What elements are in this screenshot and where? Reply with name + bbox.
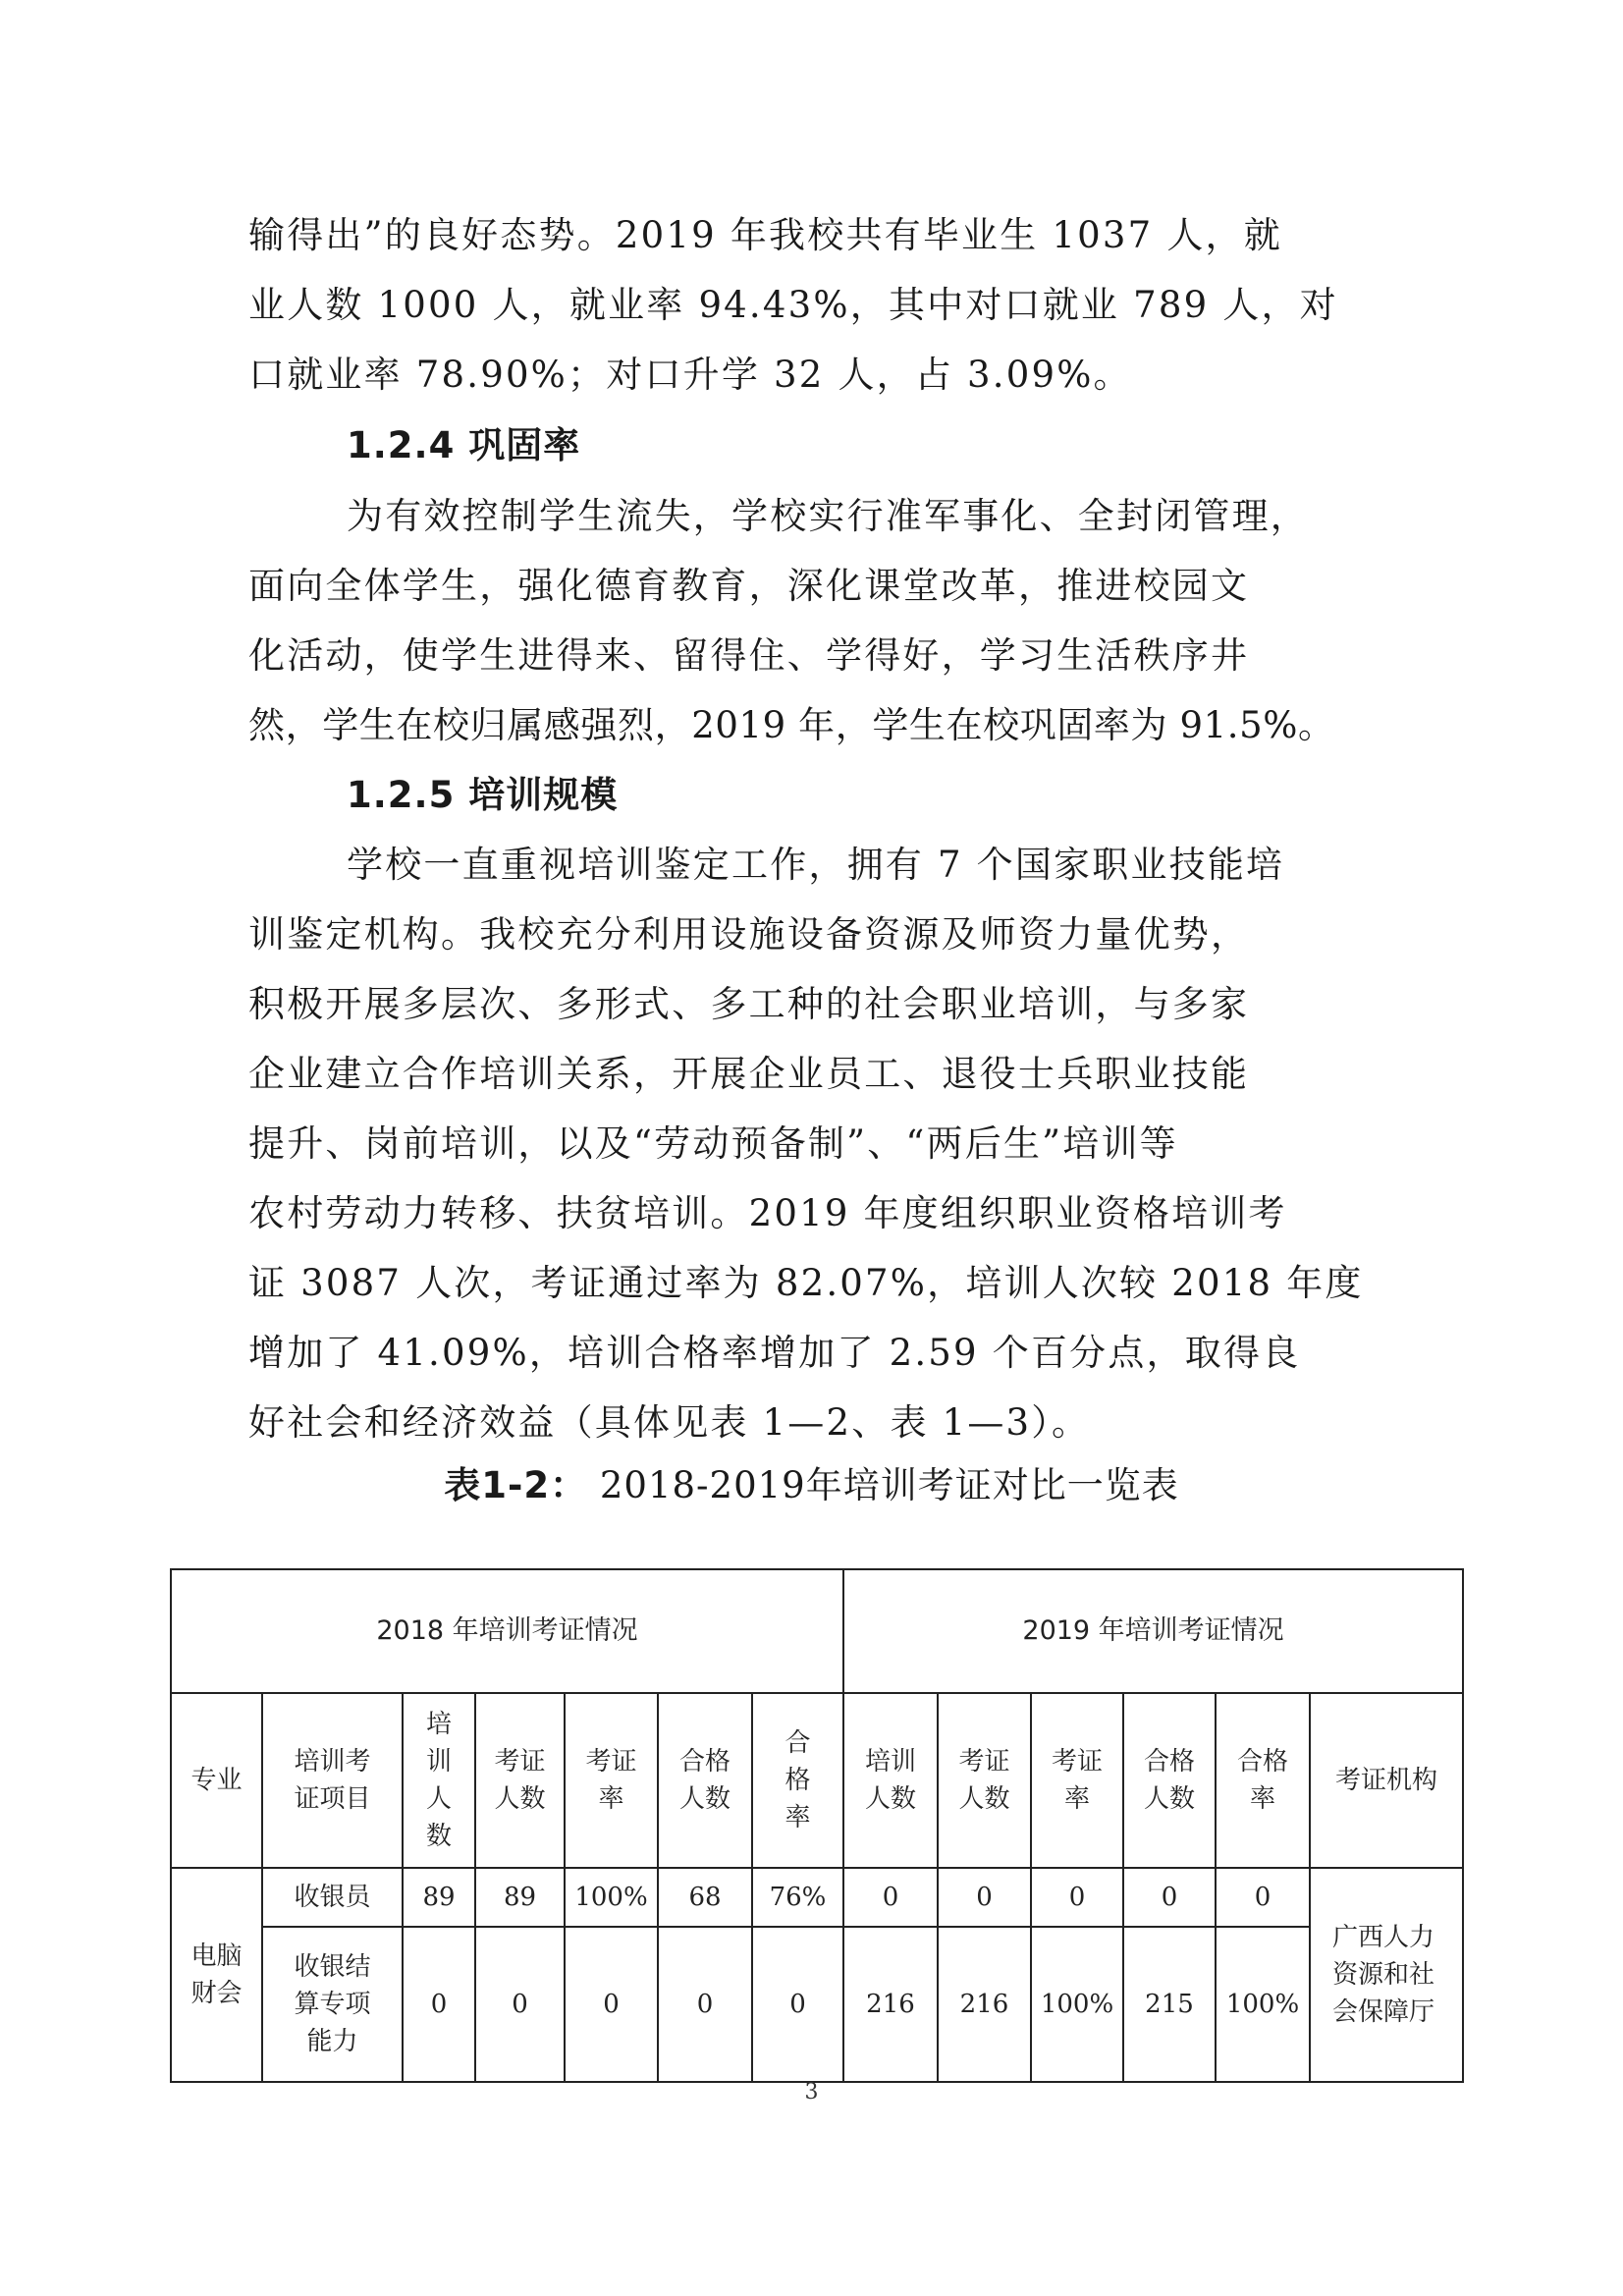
text-line: 训鉴定机构。我校充分利用设施设备资源及师资力量优势， (248, 913, 1250, 956)
text-line: 农村劳动力转移、扶贫培训。2019 年度组织职业资格培训考 (248, 1192, 1287, 1234)
cell-value: 0 (938, 1868, 1031, 1927)
header-major: 专业 (171, 1693, 262, 1868)
cell-value: 0 (1216, 1868, 1310, 1927)
text-line: 为有效控制学生流失，学校实行准军事化、全封闭管理， (347, 495, 1309, 537)
header-trained-2019: 培训人数 (843, 1693, 938, 1868)
cell-value: 0 (752, 1927, 843, 2082)
text-line: 增加了 41.09%，培训合格率增加了 2.59 个百分点，取得良 (248, 1332, 1301, 1374)
header-trained-2018: 培训人数 (403, 1693, 475, 1868)
text-line: 口就业率 78.90%；对口升学 32 人，占 3.09%。 (248, 354, 1132, 396)
cell-major: 电脑财会 (171, 1868, 262, 2082)
cell-value: 68 (658, 1868, 752, 1927)
cell-value: 216 (938, 1927, 1031, 2082)
cell-item: 收银结算专项能力 (262, 1927, 403, 2082)
text-line: 然，学生在校归属感强烈，2019 年，学生在校巩固率为 91.5%。 (248, 704, 1335, 746)
table-group-header-row (171, 1569, 1463, 1693)
page-number: 3 (804, 2080, 819, 2105)
header-exam-count-2019: 考证人数 (938, 1693, 1031, 1868)
text-line: 积极开展多层次、多形式、多工种的社会职业培训，与多家 (248, 983, 1250, 1025)
group-header-2019: 2019 年培训考证情况 (843, 1569, 1463, 1693)
text-line: 输得出”的良好态势。2019 年我校共有毕业生 1037 人，就 (248, 214, 1282, 256)
cell-value: 0 (843, 1868, 938, 1927)
cell-value: 89 (475, 1868, 565, 1927)
cell-value: 0 (475, 1927, 565, 2082)
cell-value: 216 (843, 1927, 938, 2082)
section-heading: 1.2.4 巩固率 (347, 424, 581, 466)
header-pass-rate-2018: 合格率 (752, 1693, 843, 1868)
cell-value: 0 (1031, 1868, 1123, 1927)
table-row (171, 1868, 1463, 1927)
table-caption (0, 1461, 1623, 1510)
group-header-2018: 2018 年培训考证情况 (171, 1569, 843, 1693)
text-line: 企业建立合作培训关系，开展企业员工、退役士兵职业技能 (248, 1053, 1250, 1095)
header-agency: 考证机构 (1310, 1693, 1463, 1868)
cell-agency: 广西人力资源和社会保障厅 (1310, 1868, 1463, 2082)
cell-value: 0 (1123, 1868, 1216, 1927)
header-exam-rate-2019: 考证率 (1031, 1693, 1123, 1868)
header-exam-count-2018: 考证人数 (475, 1693, 565, 1868)
text-line: 业人数 1000 人，就业率 94.43%，其中对口就业 789 人，对 (248, 284, 1338, 326)
training-comparison-table (170, 1568, 1464, 2083)
cell-value: 0 (658, 1927, 752, 2082)
text-line: 面向全体学生，强化德育教育，深化课堂改革，推进校园文 (248, 565, 1250, 607)
header-pass-count-2019: 合格人数 (1123, 1693, 1216, 1868)
text-line: 学校一直重视培训鉴定工作，拥有 7 个国家职业技能培 (347, 844, 1285, 886)
table-column-header-row (171, 1693, 1463, 1868)
header-exam-rate-2018: 考证率 (565, 1693, 658, 1868)
header-item: 培训考证项目 (262, 1693, 403, 1868)
cell-item: 收银员 (262, 1868, 403, 1927)
cell-value: 89 (403, 1868, 475, 1927)
cell-value: 100% (565, 1868, 658, 1927)
text-line: 化活动，使学生进得来、留得住、学得好，学习生活秩序井 (248, 634, 1250, 677)
cell-value: 100% (1216, 1927, 1310, 2082)
cell-value: 76% (752, 1868, 843, 1927)
table-row (171, 1927, 1463, 2082)
header-pass-count-2018: 合格人数 (658, 1693, 752, 1868)
table-caption-title: 2018-2019年培训考证对比一览表 (599, 1464, 1179, 1506)
header-pass-rate-2019: 合格率 (1216, 1693, 1310, 1868)
text-line: 提升、岗前培训，以及“劳动预备制”、“两后生”培训等 (248, 1122, 1178, 1165)
cell-value: 0 (565, 1927, 658, 2082)
text-line: 证 3087 人次，考证通过率为 82.07%，培训人次较 2018 年度 (248, 1262, 1364, 1304)
table-caption-label: 表1-2： (444, 1464, 588, 1506)
cell-value: 215 (1123, 1927, 1216, 2082)
section-heading: 1.2.5 培训规模 (347, 774, 619, 816)
text-line: 好社会和经济效益（具体见表 1—2、表 1—3）。 (248, 1401, 1091, 1444)
cell-value: 0 (403, 1927, 475, 2082)
cell-value: 100% (1031, 1927, 1123, 2082)
